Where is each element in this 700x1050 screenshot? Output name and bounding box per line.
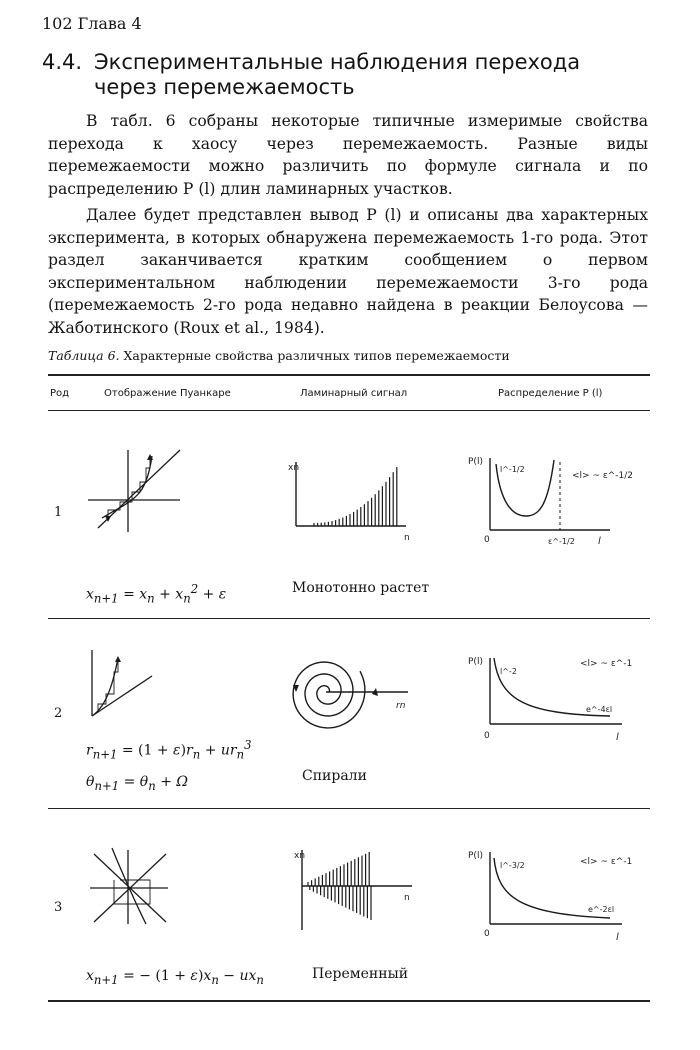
signal-label-type2: Спирали <box>302 768 367 784</box>
formula-type2-r: $r_{n+1} = (1 + \varepsilon)r_n + ur_n^3$ <box>86 738 252 762</box>
col-header-type: Род <box>50 388 70 399</box>
section-title <box>42 50 662 100</box>
distribution-chart-type3 <box>470 846 645 951</box>
formula-type1: $x_{n+1} = x_n + x_n^2 + \varepsilon$ <box>86 582 227 606</box>
formula-type3: $x_{n+1}$ = − $(1 + \varepsilon)x_n - ux_n$ <box>86 968 264 987</box>
table-caption-text: Характерные свойства различных типов перемежаемости <box>123 348 510 363</box>
signal-label-type1: Монотонно растет <box>292 580 430 596</box>
poincare-map-type1 <box>80 440 190 540</box>
dist2-y-label: P(l) <box>468 657 483 667</box>
dist1-power-label: l^-1/2 <box>500 465 525 474</box>
distribution-chart-type1 <box>470 452 645 557</box>
dist3-origin: 0 <box>484 929 490 939</box>
signal-label-type3: Переменный <box>312 966 409 982</box>
row-type-3: 3 <box>54 900 63 915</box>
dist1-mean-label: <l> ~ ε^-1/2 <box>572 471 633 481</box>
signal3-y-label: xn <box>294 851 306 861</box>
dist1-origin: 0 <box>484 535 490 545</box>
table-caption <box>48 348 510 363</box>
table-header-rule <box>48 410 650 411</box>
signal2-x-label: rn <box>396 701 406 711</box>
poincare-map-type2 <box>84 646 174 726</box>
signal1-x-label: n <box>404 533 410 543</box>
table-bottom-rule <box>48 1000 650 1002</box>
table-row-divider-1 <box>48 618 650 619</box>
dist2-origin: 0 <box>484 731 490 741</box>
signal-chart-type2 <box>286 648 416 738</box>
dist3-x-label: l <box>616 932 619 943</box>
dist3-mean-label: <l> ~ ε^-1 <box>580 857 633 867</box>
signal1-y-label: xn <box>288 463 300 473</box>
signal3-x-label: n <box>404 893 410 903</box>
signal-chart-type1 <box>288 458 418 548</box>
col-header-signal: Ламинарный сигнал <box>300 388 408 399</box>
col-header-poincare: Отображение Пуанкаре <box>104 388 231 399</box>
formula-type2-theta: $\theta_{n+1} = \theta_n + \Omega$ <box>86 774 188 793</box>
dist1-cutoff-label: ε^-1/2 <box>548 537 575 546</box>
dist2-mean-label: <l> ~ ε^-1 <box>580 659 633 669</box>
row-type-1: 1 <box>54 505 63 520</box>
dist3-tail-label: e^-2εl <box>588 905 615 914</box>
section-number: 4.4. <box>42 50 83 74</box>
dist3-power-label: l^-3/2 <box>500 861 525 870</box>
signal-chart-type3 <box>294 846 424 936</box>
row-type-2: 2 <box>54 706 63 721</box>
distribution-chart-type2 <box>470 652 645 752</box>
dist1-y-label: P(l) <box>468 457 483 467</box>
col-header-distribution: Распределение P (l) <box>498 388 603 399</box>
page-header: 102 Глава 4 <box>42 14 142 33</box>
dist2-x-label: l <box>616 732 619 743</box>
dist2-tail-label: e^-4εl <box>586 705 613 714</box>
dist2-power-label: l^-2 <box>500 667 517 676</box>
dist3-y-label: P(l) <box>468 851 483 861</box>
table-top-rule <box>48 374 650 376</box>
dist1-x-label: l <box>598 536 601 547</box>
section-title-line1: Экспериментальные наблюдения перехода <box>94 50 581 74</box>
table-row-divider-2 <box>48 808 650 809</box>
table-caption-label: Таблица 6. <box>48 348 120 363</box>
section-title-line2: через перемежаемость <box>94 75 355 99</box>
paragraph-1: В табл. 6 собраны некоторые типичные измеримые свойства перехода к хаосу через перемежаемость. Разные виды перемежаемости можно различить по формуле сигнала и по распределению P (l) длин ламинарных участков. <box>48 112 648 198</box>
paragraph-2: Далее будет представлен вывод P (l) и описаны два характерных эксперимента, в которых обнаружена перемежаемость 1-го рода. Этот раздел заканчивается кратким сообщением о первом экспериментальном наблюдении перемежаемости 3-го рода (перемежаемость 2-го рода недавно найдена в реакции Белоусова — Жаботинского (Roux et al., 1984). <box>48 206 648 337</box>
poincare-map-type3 <box>90 844 170 926</box>
